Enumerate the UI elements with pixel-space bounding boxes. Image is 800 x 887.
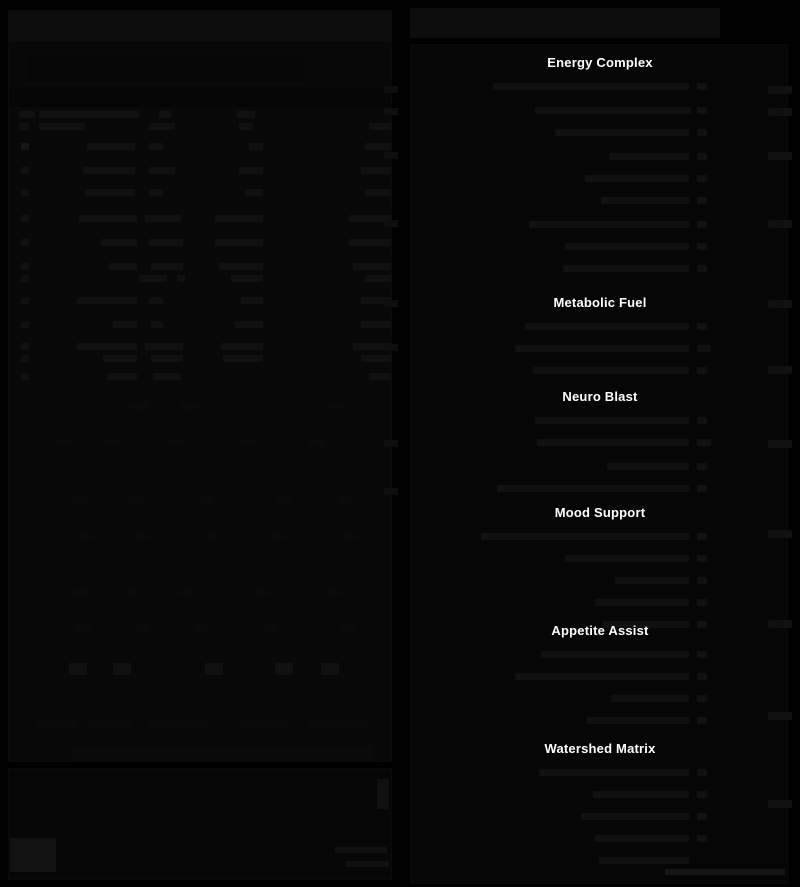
ingredient-line — [601, 197, 689, 204]
table-cell — [135, 625, 149, 632]
ingredient-amount — [697, 533, 707, 540]
table-cell — [263, 625, 277, 632]
footer-marker — [377, 779, 389, 809]
ingredient-amount — [697, 243, 707, 250]
gutter-marker — [384, 220, 398, 227]
table-cell — [21, 215, 29, 222]
ingredient-line — [565, 243, 689, 250]
ingredient-amount — [697, 221, 707, 228]
table-cell — [21, 343, 29, 350]
ingredient-line — [539, 769, 689, 776]
ingredient-line — [535, 107, 691, 114]
table-cell — [277, 497, 291, 504]
table-cell — [71, 497, 87, 504]
ingredient-line — [515, 345, 689, 352]
right-column — [400, 0, 800, 887]
ingredient-amount — [697, 651, 707, 658]
edge-marker — [768, 86, 792, 94]
section-title-mood-support: Mood Support — [554, 505, 646, 520]
edge-marker — [768, 530, 792, 538]
ingredient-line — [533, 367, 689, 374]
table-cell — [309, 439, 325, 446]
gutter-marker — [384, 488, 398, 495]
left-footer-panel — [8, 768, 392, 880]
edge-marker — [768, 440, 792, 448]
table-cell — [275, 663, 293, 675]
table-cell — [149, 143, 163, 150]
table-cell — [195, 625, 209, 632]
ingredient-line — [555, 129, 689, 136]
table-cell — [39, 123, 85, 130]
table-cell — [103, 355, 137, 362]
table-cell — [245, 189, 263, 196]
ingredient-amount — [697, 835, 707, 842]
table-cell — [149, 721, 209, 729]
table-cell — [237, 111, 255, 118]
table-cell — [39, 111, 139, 118]
table-cell — [221, 343, 263, 350]
ingredient-line — [525, 323, 689, 330]
table-cell — [199, 497, 213, 504]
ingredient-table-panel — [8, 10, 392, 762]
ingredient-line — [515, 673, 689, 680]
table-cell — [365, 275, 392, 282]
table-cell — [151, 321, 163, 328]
table-cell — [19, 123, 29, 130]
table-cell — [249, 143, 263, 150]
section-title-neuro-blast: Neuro Blast — [562, 389, 638, 404]
ingredient-line — [535, 417, 689, 424]
ingredient-amount — [697, 417, 707, 424]
edge-marker — [768, 620, 792, 628]
edge-marker — [768, 366, 792, 374]
ingredient-amount — [697, 485, 707, 492]
table-cell — [87, 143, 135, 150]
ingredient-amount — [697, 555, 707, 562]
ingredient-line — [593, 791, 689, 798]
table-cell — [309, 721, 369, 729]
table-cell — [75, 625, 91, 632]
table-subheader-bar — [27, 57, 303, 81]
table-cell — [21, 297, 29, 304]
table-cell — [113, 321, 137, 328]
table-cell — [361, 321, 392, 328]
table-header-bar — [9, 11, 391, 41]
footer-line — [345, 861, 389, 867]
ingredient-amount — [697, 83, 707, 90]
table-cell — [177, 275, 185, 282]
ingredient-amount — [697, 129, 707, 136]
table-cell — [341, 625, 355, 632]
table-cell — [145, 215, 181, 222]
ingredient-line — [529, 221, 689, 228]
table-cell — [37, 721, 77, 729]
ingredient-amount — [697, 463, 707, 470]
ingredient-amount — [697, 599, 707, 606]
table-cell — [149, 239, 183, 246]
table-cell — [69, 663, 87, 675]
table-cell — [21, 373, 29, 380]
ingredient-amount — [697, 175, 707, 182]
table-cell — [139, 275, 167, 282]
table-cell — [239, 123, 253, 130]
table-cell — [239, 721, 289, 729]
table-cell — [21, 355, 29, 362]
table-cell — [105, 439, 121, 446]
table-cell — [169, 439, 185, 446]
table-cell — [235, 321, 263, 328]
ingredient-line — [595, 599, 689, 606]
table-cell — [149, 123, 175, 130]
table-cell — [255, 589, 269, 596]
ingredient-line — [611, 695, 689, 702]
ingredient-line — [615, 577, 689, 584]
table-cell — [231, 275, 263, 282]
edge-marker — [768, 712, 792, 720]
ingredient-amount — [697, 367, 707, 374]
footer-logo-block — [10, 838, 56, 872]
footer-line — [335, 847, 387, 853]
table-cell — [87, 721, 131, 729]
ingredient-line — [581, 813, 689, 820]
table-cell — [327, 589, 341, 596]
table-cell — [321, 663, 339, 675]
edge-marker — [768, 220, 792, 228]
section-title-watershed-matrix: Watershed Matrix — [544, 741, 656, 756]
ingredient-amount — [697, 107, 707, 114]
table-cell — [365, 189, 392, 196]
ingredient-line — [599, 857, 689, 864]
table-cell — [329, 403, 343, 410]
ingredient-amount — [697, 813, 707, 820]
table-cell — [369, 373, 392, 380]
table-cell — [55, 439, 71, 446]
table-cell — [153, 373, 181, 380]
panel-footer-rule — [665, 869, 785, 875]
table-cell — [179, 589, 193, 596]
table-cell — [159, 111, 171, 118]
section-title-energy-complex: Energy Complex — [547, 55, 653, 70]
table-cell — [361, 167, 392, 174]
table-cell — [223, 355, 263, 362]
table-cell — [21, 275, 29, 282]
ingredient-line — [607, 463, 689, 470]
ingredient-line — [481, 533, 689, 540]
ingredient-line — [609, 153, 689, 160]
table-cell — [239, 439, 255, 446]
table-cell — [129, 403, 149, 410]
table-cell — [77, 297, 137, 304]
section-title-appetite-assist: Appetite Assist — [551, 623, 649, 638]
table-cell — [151, 263, 183, 270]
table-cell — [343, 533, 357, 540]
table-cell — [21, 189, 29, 196]
gutter-marker — [384, 344, 398, 351]
gutter-marker — [384, 152, 398, 159]
table-cell — [239, 167, 263, 174]
table-cell — [205, 663, 223, 675]
ingredient-line — [585, 175, 689, 182]
table-cell — [369, 123, 392, 130]
table-cell — [19, 111, 35, 118]
ingredient-amount — [697, 673, 707, 680]
table-cell — [79, 215, 137, 222]
edge-marker — [768, 300, 792, 308]
ingredient-amount — [697, 345, 711, 352]
supplement-facts-panel — [410, 44, 788, 884]
table-cell — [145, 343, 183, 350]
table-cell — [77, 343, 137, 350]
table-cell — [271, 533, 285, 540]
table-cell — [365, 143, 392, 150]
table-cell — [149, 297, 163, 304]
gutter-marker — [384, 440, 398, 447]
table-cell — [21, 167, 29, 174]
gutter-marker — [384, 300, 398, 307]
table-cell — [135, 533, 149, 540]
table-cell — [113, 663, 131, 675]
ingredient-line — [595, 835, 689, 842]
ingredient-amount — [697, 439, 711, 446]
table-cell — [353, 263, 392, 270]
gutter-marker — [384, 108, 398, 115]
table-cell — [83, 167, 135, 174]
section-title-metabolic-fuel: Metabolic Fuel — [553, 295, 647, 310]
table-cell — [151, 355, 183, 362]
ingredient-line — [587, 717, 689, 724]
table-cell — [361, 355, 392, 362]
table-cell — [219, 263, 263, 270]
table-column-header-row — [9, 87, 392, 107]
table-cell — [339, 497, 353, 504]
right-header-bar — [410, 8, 720, 38]
ingredient-amount — [697, 577, 707, 584]
table-cell — [21, 321, 29, 328]
ingredient-line — [565, 555, 689, 562]
ingredient-amount — [697, 717, 707, 724]
table-cell — [129, 497, 143, 504]
ingredient-line — [497, 485, 689, 492]
ingredient-line — [537, 439, 689, 446]
table-cell — [181, 403, 199, 410]
table-footer-band — [73, 747, 373, 761]
edge-marker — [768, 108, 792, 116]
table-cell — [21, 239, 29, 246]
table-cell — [205, 533, 219, 540]
table-cell — [349, 239, 392, 246]
table-cell — [21, 263, 29, 270]
ingredient-line — [541, 651, 689, 658]
table-cell — [107, 373, 137, 380]
ingredient-amount — [697, 265, 707, 272]
ingredient-amount — [697, 695, 707, 702]
table-cell — [101, 239, 137, 246]
edge-marker — [768, 152, 792, 160]
ingredient-amount — [697, 791, 707, 798]
ingredient-line — [563, 265, 689, 272]
ingredient-amount — [697, 769, 707, 776]
table-cell — [21, 143, 29, 150]
table-cell — [215, 215, 263, 222]
table-cell — [241, 297, 263, 304]
table-cell — [85, 189, 135, 196]
gutter-marker — [384, 86, 398, 93]
edge-marker — [768, 800, 792, 808]
table-cell — [73, 589, 89, 596]
table-cell — [77, 533, 93, 540]
table-cell — [215, 239, 263, 246]
ingredient-line — [493, 83, 689, 90]
ingredient-amount — [697, 153, 707, 160]
ingredient-amount — [697, 323, 707, 330]
table-cell — [149, 189, 163, 196]
table-cell — [109, 263, 137, 270]
table-cell — [149, 167, 175, 174]
table-cell — [125, 589, 139, 596]
ingredient-amount — [697, 197, 707, 204]
